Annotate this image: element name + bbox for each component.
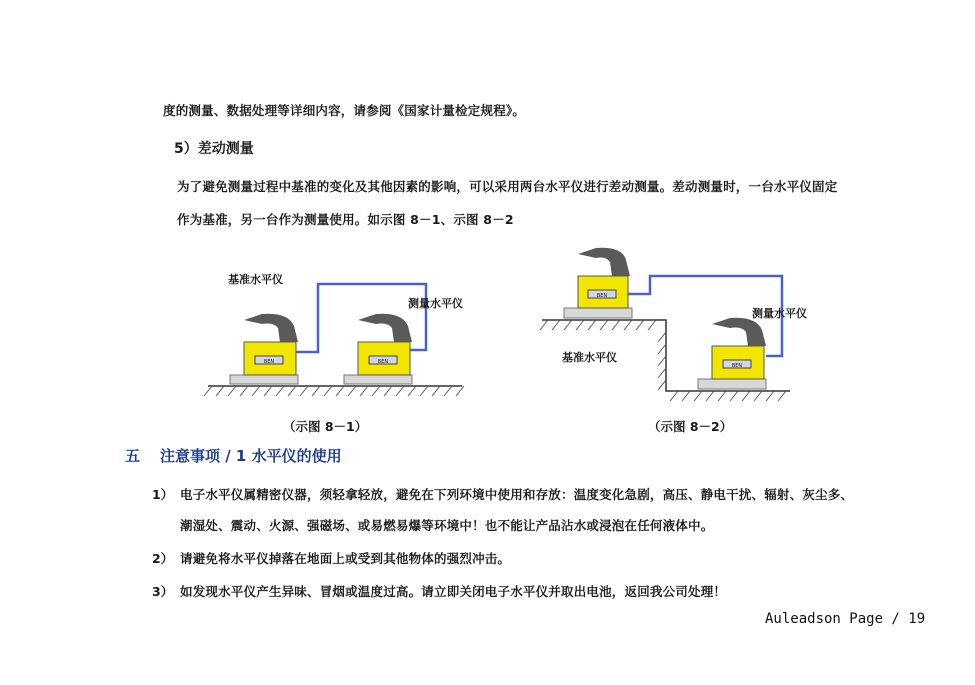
svg-text:BEN: BEN [377, 359, 389, 365]
section-number: 五 [125, 447, 141, 465]
item-3-number: 3） [152, 584, 174, 599]
item-2-line-1: 请避免将水平仪掉落在地面上或受到其他物体的强烈冲击。 [180, 551, 511, 566]
item-3-line-1: 如发现水平仪产生异味、冒烟或温度过高。请立即关闭电子水平仪并取出电池，返回我公司处理！ [180, 584, 727, 599]
svg-text:BEN: BEN [731, 363, 743, 369]
diff-para-line-2: 作为基准，另一台作为测量使用。如示图 8－1、示图 8－2 [177, 212, 514, 227]
fig1-reference-label: 基准水平仪 [228, 273, 283, 286]
fig2-measurement-label: 测量水平仪 [752, 307, 807, 320]
fig1-caption: （示图 8－1） [283, 419, 368, 434]
intro-line: 度的测量、数据处理等详细内容，请参阅《国家计量检定规程》。 [163, 103, 526, 118]
reference-level-device [564, 248, 632, 318]
reference-level-device [230, 314, 298, 384]
ground-hatch [204, 386, 464, 396]
section-title: 注意事项 / 1 水平仪的使用 [160, 447, 342, 465]
fig1-measurement-label: 测量水平仪 [408, 297, 463, 310]
fig2-caption: （示图 8－2） [648, 419, 733, 434]
item-1-line-1: 电子水平仪属精密仪器，须轻拿轻放，避免在下列环境中使用和存放：温度变化急剧，高压、静电干扰、辐射、灰尘多、 [180, 487, 854, 502]
item-1-line-2: 潮湿处、震动、火源、强磁场、或易燃易爆等环境中！也不能让产品沾水或浸泡在任何液体中。 [180, 518, 714, 533]
fig2-reference-label: 基准水平仪 [562, 351, 617, 364]
measurement-level-device [698, 318, 766, 389]
page-footer: Auleadson Page / 19 [765, 611, 926, 627]
subsection-title: 5）差动测量 [174, 141, 254, 157]
measurement-level-device [344, 314, 412, 384]
item-2-number: 2） [152, 551, 174, 566]
svg-text:BEN: BEN [263, 359, 275, 365]
svg-text:BEN: BEN [596, 293, 608, 299]
item-1-number: 1） [152, 487, 174, 502]
figure-8-2 [538, 238, 798, 408]
diff-para-line-1: 为了避免测量过程中基准的变化及其他因素的影响，可以采用两台水平仪进行差动测量。差动测量时，一台水平仪固定 [177, 179, 838, 194]
